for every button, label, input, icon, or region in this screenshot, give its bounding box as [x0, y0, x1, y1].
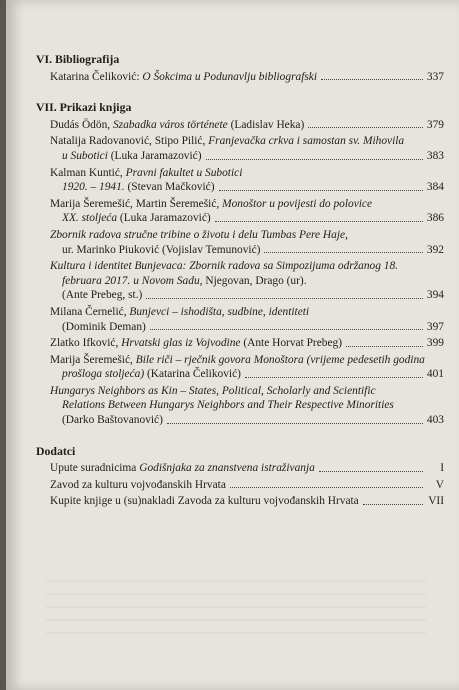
toc-text: (Luka Jaramazović): [119, 212, 211, 225]
page-number: 403: [426, 414, 444, 427]
page-number: 337: [426, 70, 444, 83]
page-number: 386: [426, 212, 444, 225]
toc-text: Monoštor u povijesti do polovice: [222, 197, 373, 210]
toc-entry: [36, 494, 444, 509]
toc-entry: [36, 228, 444, 257]
page-number: I: [440, 462, 444, 475]
toc-text: Franjevačka crkva i samostan sv. Mihovila: [208, 135, 405, 148]
dot-leader: [150, 329, 423, 330]
toc-text: Bile riči – rječnik govora Monoštora (vrijeme pedesetih godina: [135, 353, 425, 366]
toc-text: Pravni fakultet u Subotici: [125, 166, 243, 179]
dot-leader: [206, 159, 424, 160]
page-number: 384: [426, 181, 444, 194]
toc-text: prošloga stoljeća): [62, 368, 145, 381]
toc-entry: [36, 336, 444, 351]
toc-text: Kalman Kuntić,: [50, 166, 123, 179]
toc-entry: [36, 197, 444, 226]
dot-leader: [264, 252, 423, 253]
page-number: V: [435, 478, 444, 491]
page-number: 379: [426, 118, 444, 131]
toc-text: Kupite knjige u (su)nakladi Zavoda za kulturu vojvođanskih Hrvata: [50, 495, 359, 508]
toc-text: Njegovan, Drago (ur).: [205, 274, 307, 287]
toc-text: Szabadka város története: [112, 118, 228, 131]
toc-entry: [36, 461, 444, 476]
section-title-bibliografija: VI. Bibliografija: [36, 52, 120, 66]
toc-entry: [36, 305, 444, 334]
toc-entry: [36, 384, 444, 428]
toc-text: (Katarina Čeliković): [147, 368, 241, 381]
dot-leader: [167, 423, 423, 424]
section-title-dodatci: Dodatci: [36, 443, 76, 458]
page-number: 399: [426, 337, 444, 350]
toc-text: (Luka Jaramazović): [110, 149, 202, 162]
toc-text: Bunjevci – ishodišta, sudbine, identiteti: [129, 305, 310, 318]
toc-text: O Šokcima u Podunavlju bibliografski: [142, 70, 318, 83]
toc-text: 1920. – 1941.: [62, 181, 125, 194]
dot-leader: [245, 377, 423, 378]
toc-text: (Dominik Deman): [62, 320, 146, 333]
toc-text: Zavod za kulturu vojvođanskih Hrvata: [50, 478, 226, 491]
dot-leader: [308, 127, 423, 128]
toc-entry: [36, 118, 444, 133]
toc-entry: [36, 70, 444, 85]
page-number: 394: [426, 289, 444, 302]
toc-text: (Darko Baštovanović): [62, 414, 163, 427]
toc-entry: [36, 166, 444, 195]
toc-text: Godišnjaka za znanstvena istraživanja: [139, 462, 315, 475]
dot-leader: [215, 221, 423, 222]
toc-text: ur. Marinko Piuković (Vojislav Temunović): [62, 243, 261, 256]
toc-text: Hrvatski glas iz Vojvodine: [121, 337, 241, 350]
toc-entry: [36, 478, 444, 493]
toc-text: Dudás Ödön,: [50, 118, 111, 131]
toc-text: Upute suradnicima: [50, 462, 137, 475]
show-through-text: [46, 580, 426, 640]
toc-text: Hungarys Neighbors as Kin – States, Political, Scholarly and Scientific: [50, 384, 376, 397]
dot-leader: [146, 298, 423, 299]
page-number: 392: [426, 243, 444, 256]
toc-text: Marija Šeremešić,: [50, 353, 133, 366]
toc-entry: [36, 353, 444, 382]
page-number: VII: [428, 495, 444, 508]
toc-text: XX. stoljeća: [62, 212, 118, 225]
toc-text: Milana Černelić,: [50, 305, 127, 318]
toc-text: u Subotici: [62, 149, 108, 162]
toc-text: Natalija Radovanović, Stipo Pilić,: [50, 135, 206, 148]
toc-text: Katarina Čeliković:: [50, 70, 140, 83]
toc-text: Zlatko Ifković,: [50, 337, 119, 350]
toc-text: februara 2017. u Novom Sadu,: [62, 274, 203, 287]
dot-leader: [319, 471, 423, 472]
page-number: 397: [426, 320, 444, 333]
dot-leader: [321, 79, 423, 80]
dot-leader: [346, 346, 423, 347]
toc-text: Relations Between Hungarys Neighbors and Their Respective Minorities: [62, 399, 394, 412]
toc-text: Marija Šeremešić, Martin Šeremešić,: [50, 197, 220, 210]
toc-text: (Ladislav Heka): [230, 118, 305, 131]
page-number: 401: [426, 368, 444, 381]
dot-leader: [219, 190, 424, 191]
toc-entry: [36, 134, 444, 163]
section-title-prikazi: VII. Prikazi knjiga: [36, 100, 132, 115]
toc-text: (Ante Prebeg, st.): [62, 289, 143, 302]
toc-text: Zbornik radova stručne tribine o životu i delu Tumbas Pere Haje,: [50, 228, 348, 241]
toc-text: Kultura i identitet Bunjevaca: Zbornik radova sa Simpozijuma održanog 18.: [50, 260, 399, 273]
toc-text: (Stevan Mačković): [127, 181, 215, 194]
toc-text: (Ante Horvat Prebeg): [243, 337, 343, 350]
dot-leader: [230, 487, 423, 488]
page-number: 383: [426, 149, 444, 162]
book-page: [6, 0, 459, 690]
table-of-contents: [36, 52, 444, 511]
dot-leader: [363, 504, 423, 505]
toc-entry: [36, 259, 444, 303]
